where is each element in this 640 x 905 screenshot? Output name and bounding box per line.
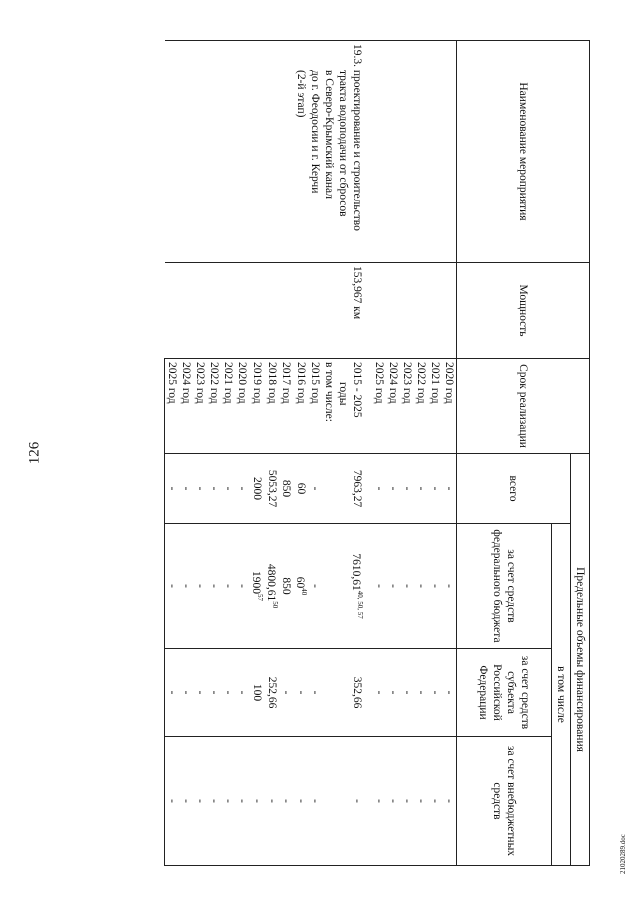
federal-cell: - xyxy=(428,524,442,649)
footnote-ref: 57 xyxy=(256,594,265,601)
rotated-table-container xyxy=(70,40,590,865)
name-cell-empty xyxy=(400,41,414,263)
item-capacity-cell: 153,967 км xyxy=(165,263,364,359)
regional-cell: - xyxy=(165,649,180,737)
extrabudget-cell: - xyxy=(400,737,414,866)
total-cell: 60 xyxy=(293,454,308,524)
federal-cell: - xyxy=(414,524,428,649)
header-financing: Предельные объемы финансирования xyxy=(570,454,589,866)
period-cell: 2023 год xyxy=(193,359,207,454)
extrabudget-cell: - xyxy=(264,737,279,866)
total-cell: 5053,27 xyxy=(264,454,279,524)
table-row xyxy=(414,41,428,866)
period-cell: 2024 год xyxy=(386,359,400,454)
total-cell: - xyxy=(308,454,322,524)
header-including: в том числе xyxy=(551,524,570,866)
extrabudget-cell: - xyxy=(386,737,400,866)
extrabudget-cell: - xyxy=(193,737,207,866)
item-number: 19.3. xyxy=(350,44,363,67)
separator-cell xyxy=(364,649,372,737)
item-name-line: до г. Феодосии и г. Керчи xyxy=(308,70,321,194)
federal-cell xyxy=(179,524,193,649)
federal-cell xyxy=(279,524,293,649)
table-row xyxy=(428,41,442,866)
table-row xyxy=(442,41,457,866)
separator-cell xyxy=(364,454,372,524)
total-cell: - xyxy=(193,454,207,524)
regional-cell: - xyxy=(235,649,249,737)
capacity-cell-empty xyxy=(414,263,428,359)
total-cell: - xyxy=(442,454,457,524)
extrabudget-cell: - xyxy=(207,737,221,866)
separator-cell xyxy=(364,41,372,263)
total-cell: 850 xyxy=(279,454,293,524)
cell-value: 850 xyxy=(279,577,292,595)
including-label: в том числе: xyxy=(322,359,336,454)
period-cell: 2015 год xyxy=(308,359,322,454)
capacity-cell-empty xyxy=(428,263,442,359)
extrabudget-cell: - xyxy=(372,737,386,866)
period-cell: 2022 год xyxy=(207,359,221,454)
name-cell-empty xyxy=(414,41,428,263)
capacity-cell-empty xyxy=(372,263,386,359)
item-total-cell: 7963,27 xyxy=(336,454,364,524)
federal-cell xyxy=(165,524,180,649)
cell-value: 60 xyxy=(293,576,306,589)
extrabudget-cell: - xyxy=(279,737,293,866)
footnote-ref: 40, 50, 57 xyxy=(355,590,364,619)
regional-cell: - xyxy=(193,649,207,737)
extrabudget-cell: - xyxy=(442,737,457,866)
period-cell: 2025 год xyxy=(372,359,386,454)
federal-cell xyxy=(293,524,308,649)
regional-cell: - xyxy=(179,649,193,737)
separator-cell xyxy=(364,359,372,454)
header-capacity: Мощность xyxy=(456,263,589,359)
total-cell: - xyxy=(372,454,386,524)
extrabudget-cell: - xyxy=(165,737,180,866)
total-cell: - xyxy=(207,454,221,524)
item-row xyxy=(336,41,364,866)
page-number: 126 xyxy=(26,441,43,465)
extrabudget-cell: - xyxy=(293,737,308,866)
financing-table xyxy=(164,40,590,866)
separator-cell xyxy=(364,263,372,359)
cell-value: - xyxy=(222,584,235,588)
federal-cell xyxy=(308,524,322,649)
header-federal: за счет средств федерального бюджета xyxy=(456,524,551,649)
regional-cell: - xyxy=(207,649,221,737)
period-cell: 2017 год xyxy=(279,359,293,454)
regional-cell: - xyxy=(414,649,428,737)
empty-cell xyxy=(322,649,336,737)
total-cell: - xyxy=(179,454,193,524)
item-name-cell xyxy=(165,41,364,263)
item-federal-cell xyxy=(336,524,364,649)
extrabudget-cell: - xyxy=(179,737,193,866)
capacity-cell-empty xyxy=(442,263,457,359)
header-extrabudget: за счет внебюджетных средств xyxy=(456,737,551,866)
regional-cell: - xyxy=(308,649,322,737)
table-row xyxy=(400,41,414,866)
federal-cell xyxy=(264,524,279,649)
extrabudget-cell: - xyxy=(235,737,249,866)
federal-cell xyxy=(221,524,235,649)
total-cell: - xyxy=(165,454,180,524)
table-row xyxy=(386,41,400,866)
name-cell-empty xyxy=(372,41,386,263)
item-name-line: тракта водоподачи от сбросов xyxy=(336,70,349,217)
period-cell: 2023 год xyxy=(400,359,414,454)
period-cell: 2021 год xyxy=(221,359,235,454)
regional-cell: 252,66 xyxy=(264,649,279,737)
separator-cell xyxy=(364,524,372,649)
total-cell: 2000 xyxy=(249,454,264,524)
period-cell: 2016 год xyxy=(293,359,308,454)
extrabudget-cell: - xyxy=(308,737,322,866)
period-cell: 2018 год xyxy=(264,359,279,454)
federal-cell: - xyxy=(386,524,400,649)
cell-value: 4800,61 xyxy=(265,563,278,602)
header-regional: за счет средств субъекта Российской Федерации xyxy=(456,649,551,737)
federal-cell: - xyxy=(400,524,414,649)
regional-cell: - xyxy=(428,649,442,737)
federal-cell xyxy=(249,524,264,649)
regional-cell: - xyxy=(386,649,400,737)
regional-cell: - xyxy=(279,649,293,737)
extrabudget-cell: - xyxy=(428,737,442,866)
header-name: Наименование мероприятия xyxy=(456,41,589,263)
separator-row xyxy=(364,41,372,866)
period-cell: 2022 год xyxy=(414,359,428,454)
empty-cell xyxy=(322,454,336,524)
table-row xyxy=(372,41,386,866)
regional-cell: - xyxy=(400,649,414,737)
cell-value: 1900 xyxy=(250,571,263,594)
cell-value: - xyxy=(180,584,193,588)
name-cell-empty xyxy=(428,41,442,263)
cell-value: - xyxy=(308,584,321,588)
footnote-ref: 50 xyxy=(270,601,279,609)
empty-cell xyxy=(322,737,336,866)
period-cell: 2020 год xyxy=(442,359,457,454)
item-period-suffix: годы xyxy=(336,382,349,406)
regional-cell: - xyxy=(372,649,386,737)
period-cell: 2020 год xyxy=(235,359,249,454)
table-body xyxy=(165,41,457,866)
federal-cell xyxy=(235,524,249,649)
item-name-line: в Северо-Крымский канал xyxy=(322,70,335,199)
header-total: всего xyxy=(456,454,570,524)
regional-cell: - xyxy=(221,649,235,737)
item-period-cell xyxy=(336,359,364,454)
separator-cell xyxy=(364,737,372,866)
total-cell: - xyxy=(235,454,249,524)
capacity-cell-empty xyxy=(400,263,414,359)
footnote-ref: 40 xyxy=(299,588,308,596)
extrabudget-cell: - xyxy=(249,737,264,866)
item-name-line: (2-й этап) xyxy=(294,70,307,118)
header-period: Срок реализации xyxy=(456,359,589,454)
extrabudget-cell: - xyxy=(221,737,235,866)
cell-value: - xyxy=(236,584,249,588)
period-cell: 2024 год xyxy=(179,359,193,454)
federal-cell: - xyxy=(372,524,386,649)
capacity-cell-empty xyxy=(386,263,400,359)
name-cell-empty xyxy=(386,41,400,263)
cell-value: - xyxy=(208,584,221,588)
total-cell: - xyxy=(414,454,428,524)
item-extrabudget-cell: - xyxy=(336,737,364,866)
total-cell: - xyxy=(221,454,235,524)
total-cell: - xyxy=(400,454,414,524)
extrabudget-cell: - xyxy=(414,737,428,866)
cell-value: 7610,61 xyxy=(350,553,363,591)
federal-cell: - xyxy=(442,524,457,649)
cell-value: - xyxy=(166,584,179,588)
period-cell: 2019 год xyxy=(249,359,264,454)
cell-value: - xyxy=(194,584,207,588)
item-name-line: проектирование и строительство xyxy=(350,69,363,231)
regional-cell: - xyxy=(293,649,308,737)
federal-cell xyxy=(193,524,207,649)
period-cell: 2025 год xyxy=(165,359,180,454)
name-cell-empty xyxy=(442,41,457,263)
empty-cell xyxy=(322,524,336,649)
footer-file-code: 21020289.doc xyxy=(619,834,627,874)
total-cell: - xyxy=(428,454,442,524)
federal-cell xyxy=(207,524,221,649)
period-cell: 2021 год xyxy=(428,359,442,454)
item-regional-cell: 352,66 xyxy=(336,649,364,737)
regional-cell: 100 xyxy=(249,649,264,737)
regional-cell: - xyxy=(442,649,457,737)
item-period: 2015 - 2025 xyxy=(350,362,363,418)
total-cell: - xyxy=(386,454,400,524)
